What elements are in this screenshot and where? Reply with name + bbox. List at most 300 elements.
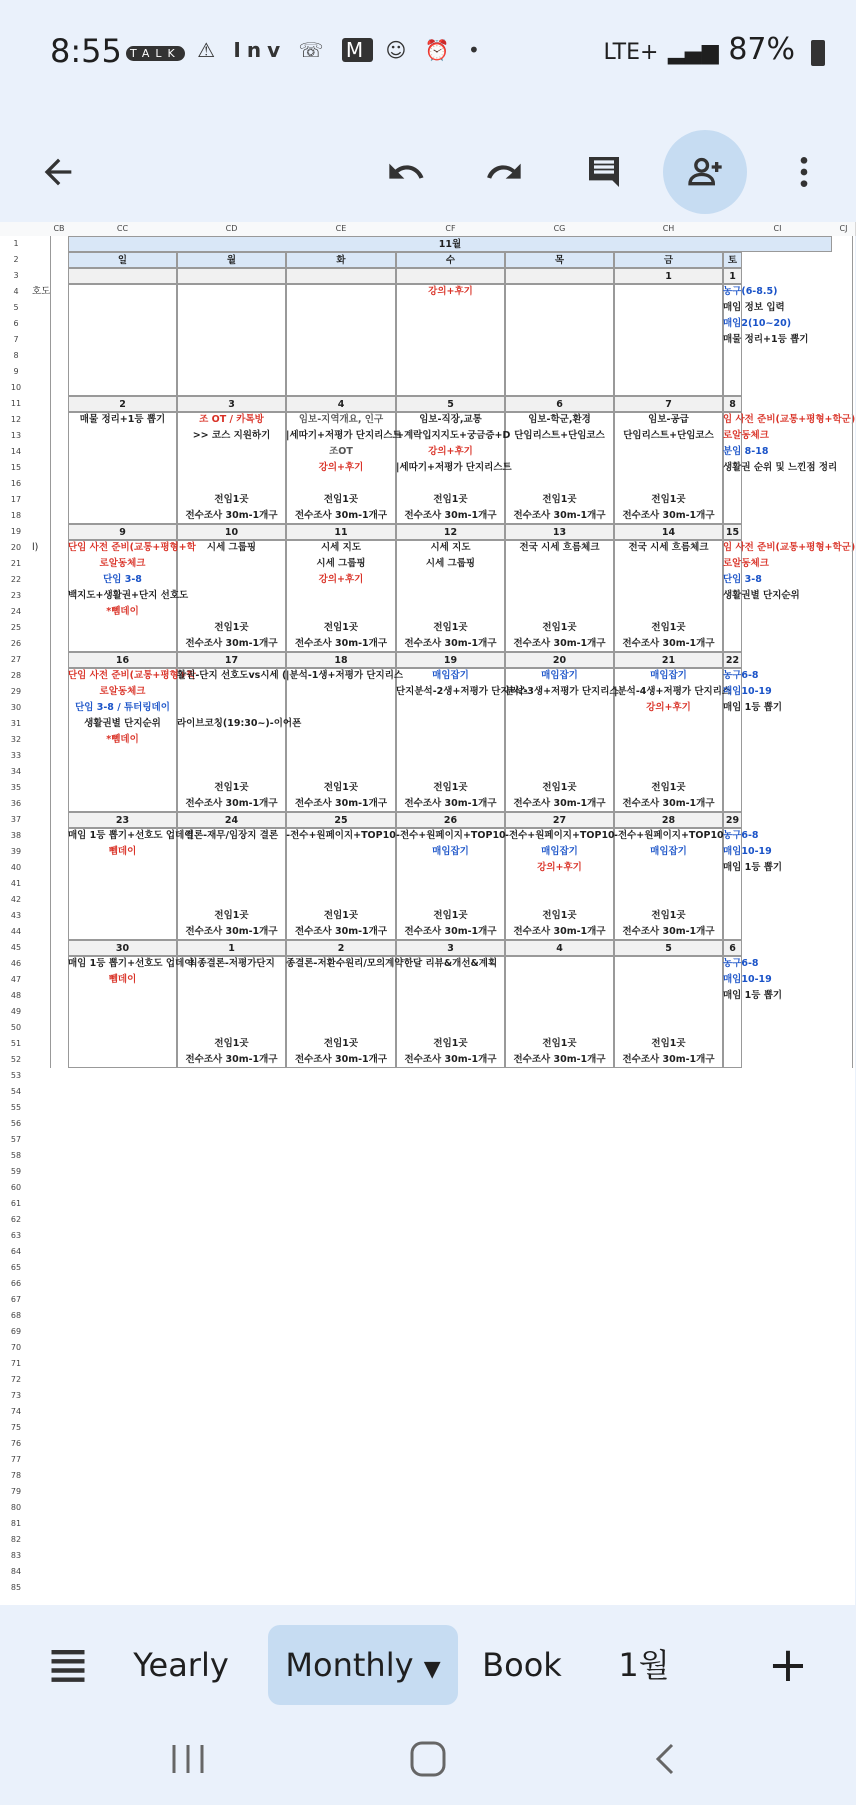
row-number[interactable]: 43 xyxy=(10,911,22,920)
row-number[interactable]: 42 xyxy=(10,895,22,904)
footer-entry[interactable]: 전임1곳 xyxy=(651,494,686,505)
date-cell[interactable]: 22 xyxy=(723,652,742,668)
day-entry[interactable]: -전수+원페이지+TOP10 xyxy=(396,830,506,841)
column-header-cb[interactable]: CB xyxy=(50,222,69,236)
day-entry[interactable]: 매임 1등 뽑기 xyxy=(723,990,783,1001)
row-number[interactable]: 57 xyxy=(10,1135,22,1144)
footer-entry[interactable]: 전임1곳 xyxy=(214,782,249,793)
row-number[interactable]: 79 xyxy=(10,1487,22,1496)
row-number[interactable]: 65 xyxy=(10,1263,22,1272)
day-entry[interactable]: 매임 정보 입력 xyxy=(723,302,785,313)
footer-entry[interactable]: 전수조사 30m-1개구 xyxy=(513,1054,606,1065)
row-number[interactable]: 49 xyxy=(10,1007,22,1016)
row-number[interactable]: 17 xyxy=(10,495,22,504)
footer-entry[interactable]: 전임1곳 xyxy=(433,494,468,505)
row-number[interactable]: 40 xyxy=(10,863,22,872)
row-number[interactable]: 56 xyxy=(10,1119,22,1128)
row-number[interactable]: 35 xyxy=(10,783,22,792)
day-entry[interactable]: 매임잡기 xyxy=(432,846,469,857)
day-entry[interactable]: 단임리스트+단임코스 xyxy=(623,430,714,441)
day-entry[interactable]: 생활권별 단지순위 xyxy=(723,590,800,601)
day-cell-box[interactable] xyxy=(68,284,177,396)
footer-entry[interactable]: 전임1곳 xyxy=(542,494,577,505)
row-number[interactable]: 52 xyxy=(10,1055,22,1064)
day-entry[interactable]: 농구6-8 xyxy=(723,958,759,969)
row-number[interactable]: 13 xyxy=(10,431,22,440)
footer-entry[interactable]: 전임1곳 xyxy=(214,910,249,921)
row-number[interactable]: 58 xyxy=(10,1151,22,1160)
day-entry[interactable]: 분석-3생+저평가 단지리스 xyxy=(505,686,619,697)
row-number[interactable]: 72 xyxy=(10,1375,22,1384)
date-cell[interactable]: 21 xyxy=(614,652,723,668)
footer-entry[interactable]: 전임1곳 xyxy=(433,782,468,793)
row-number[interactable]: 67 xyxy=(10,1295,22,1304)
day-entry[interactable]: 강의+후기 xyxy=(318,462,364,473)
day-entry[interactable]: 단임 3-8 xyxy=(103,574,142,585)
row-number[interactable]: 29 xyxy=(10,687,22,696)
day-entry[interactable]: 전국 시세 흐름체크 xyxy=(519,542,600,553)
row-number[interactable]: 10 xyxy=(10,383,22,392)
footer-entry[interactable]: 전수조사 30m-1개구 xyxy=(404,1054,497,1065)
row-number[interactable]: 12 xyxy=(10,415,22,424)
row-number[interactable]: 85 xyxy=(10,1583,22,1592)
row-number[interactable]: 30 xyxy=(10,703,22,712)
row-number[interactable]: 19 xyxy=(10,527,22,536)
row-number[interactable]: 32 xyxy=(10,735,22,744)
date-cell[interactable]: 3 xyxy=(396,940,505,956)
footer-entry[interactable]: 전임1곳 xyxy=(214,494,249,505)
row-number[interactable]: 74 xyxy=(10,1407,22,1416)
day-entry[interactable]: 뻼데이 xyxy=(108,846,137,857)
row-number[interactable]: 61 xyxy=(10,1199,22,1208)
row-number[interactable]: 3 xyxy=(13,271,19,280)
footer-entry[interactable]: 전수조사 30m-1개구 xyxy=(513,510,606,521)
day-entry[interactable]: 강의+후기 xyxy=(318,574,364,585)
date-cell[interactable]: 20 xyxy=(505,652,614,668)
day-entry[interactable]: 매임잡기 xyxy=(650,670,687,681)
weekday-header[interactable]: 수 xyxy=(396,252,505,268)
day-entry[interactable]: 시세 그룹핑 xyxy=(425,558,476,569)
day-entry[interactable]: 생활권별 단지순위 xyxy=(84,718,161,729)
row-number[interactable]: 76 xyxy=(10,1439,22,1448)
footer-entry[interactable]: 전수조사 30m-1개구 xyxy=(513,638,606,649)
day-entry[interactable]: 매임잡기 xyxy=(432,670,469,681)
row-number[interactable]: 82 xyxy=(10,1535,22,1544)
day-entry[interactable]: 단임리스트+단임코스 xyxy=(514,430,605,441)
row-number[interactable]: 36 xyxy=(10,799,22,808)
row-number[interactable]: 73 xyxy=(10,1391,22,1400)
date-cell[interactable]: 6 xyxy=(505,396,614,412)
day-cell-box[interactable] xyxy=(396,284,505,396)
day-entry[interactable]: 매임2(10~20) xyxy=(723,318,792,329)
date-cell[interactable]: 9 xyxy=(68,524,177,540)
row-number[interactable]: 6 xyxy=(13,319,19,328)
dropdown-arrow-icon[interactable]: ▼ xyxy=(423,1657,441,1682)
date-cell[interactable]: 10 xyxy=(177,524,286,540)
footer-entry[interactable]: 전임1곳 xyxy=(433,910,468,921)
day-entry[interactable]: |세따기+저평가 단지리스트 xyxy=(286,430,402,441)
footer-entry[interactable]: 전수조사 30m-1개구 xyxy=(185,510,278,521)
footer-entry[interactable]: 전수조사 30m-1개구 xyxy=(185,638,278,649)
date-cell[interactable]: 1 xyxy=(614,268,723,284)
day-entry[interactable]: 임보-학군,환경 xyxy=(528,414,591,425)
row-number[interactable]: 45 xyxy=(10,943,22,952)
footer-entry[interactable]: 전임1곳 xyxy=(323,910,359,921)
day-entry[interactable]: -전수+원페이지+TOP10 xyxy=(614,830,724,841)
day-entry[interactable]: 매임 1등 뽑기 xyxy=(723,862,783,873)
date-cell[interactable]: 23 xyxy=(68,812,177,828)
footer-entry[interactable]: 전임1곳 xyxy=(651,622,686,633)
row-number[interactable]: 26 xyxy=(10,639,22,648)
footer-entry[interactable]: 전수조사 30m-1개구 xyxy=(622,798,715,809)
day-entry[interactable]: +계락입지지도+궁금증+D xyxy=(396,430,511,441)
row-number[interactable]: 51 xyxy=(10,1039,22,1048)
day-entry[interactable]: 매임 1등 뽑기+선호도 업데이 xyxy=(68,958,194,969)
row-number[interactable]: 48 xyxy=(10,991,22,1000)
day-entry[interactable]: 단지분석-2생+저평가 단지리스 xyxy=(396,686,528,697)
row-number[interactable]: 78 xyxy=(10,1471,22,1480)
row-number[interactable]: 22 xyxy=(10,575,22,584)
day-entry[interactable]: 조OT xyxy=(329,446,353,457)
date-cell[interactable]: 4 xyxy=(286,396,396,412)
day-entry[interactable]: 최종결론-저평가단지 xyxy=(188,958,275,969)
row-number[interactable]: 66 xyxy=(10,1279,22,1288)
day-entry[interactable]: >> 코스 지원하기 xyxy=(192,430,271,441)
day-entry[interactable]: *뻼데이 xyxy=(106,734,139,745)
day-entry[interactable]: 매임10-19 xyxy=(723,846,772,857)
footer-entry[interactable]: 전임1곳 xyxy=(323,494,359,505)
row-number[interactable]: 14 xyxy=(10,447,22,456)
column-header-ci[interactable]: CI xyxy=(723,222,833,236)
day-entry[interactable]: 매임잡기 xyxy=(650,846,687,857)
row-number[interactable]: 21 xyxy=(10,559,22,568)
day-entry[interactable]: 전국 시세 흐름체크 xyxy=(628,542,709,553)
date-cell[interactable]: 11 xyxy=(286,524,396,540)
day-entry[interactable]: -전수+원페이지+TOP10 xyxy=(505,830,615,841)
footer-entry[interactable]: 전수조사 30m-1개구 xyxy=(294,638,388,649)
footer-entry[interactable]: 전수조사 30m-1개구 xyxy=(404,926,497,937)
date-cell[interactable]: 5 xyxy=(396,396,505,412)
tab-yearly[interactable]: Yearly xyxy=(133,1646,229,1684)
more-vert-icon[interactable] xyxy=(762,130,846,214)
date-cell[interactable]: 12 xyxy=(396,524,505,540)
footer-entry[interactable]: 전수조사 30m-1개구 xyxy=(294,510,388,521)
row-number[interactable]: 11 xyxy=(10,399,22,408)
footer-entry[interactable]: 전임1곳 xyxy=(542,622,577,633)
row-number[interactable]: 25 xyxy=(10,623,22,632)
column-header-ch[interactable]: CH xyxy=(614,222,724,236)
day-entry[interactable]: |분석-4생+저평가 단지리스 xyxy=(614,686,732,697)
row-number[interactable]: 83 xyxy=(10,1551,22,1560)
date-cell[interactable] xyxy=(286,268,396,284)
day-entry[interactable]: 로알동체크 xyxy=(723,558,769,569)
day-entry[interactable]: 매임10-19 xyxy=(723,974,772,985)
day-entry[interactable]: 시세 그룹핑 xyxy=(206,542,257,553)
day-entry[interactable] xyxy=(177,700,286,716)
footer-entry[interactable]: 전임1곳 xyxy=(651,1038,686,1049)
tab-monthly[interactable] xyxy=(268,1625,458,1705)
weekday-header[interactable]: 화 xyxy=(286,252,396,268)
column-header-ce[interactable]: CE xyxy=(286,222,397,236)
date-cell[interactable]: 5 xyxy=(614,940,723,956)
footer-entry[interactable]: 전임1곳 xyxy=(323,1038,359,1049)
date-cell[interactable] xyxy=(505,268,614,284)
date-cell[interactable]: 25 xyxy=(286,812,396,828)
day-cell-box[interactable] xyxy=(68,412,177,524)
tab-january[interactable]: 1월 xyxy=(618,1646,670,1684)
row-number[interactable]: 77 xyxy=(10,1455,22,1464)
footer-entry[interactable]: 전수조사 30m-1개구 xyxy=(622,638,715,649)
row-number[interactable]: 84 xyxy=(10,1567,22,1576)
date-cell[interactable]: 2 xyxy=(68,396,177,412)
weekday-header[interactable]: 금 xyxy=(614,252,723,268)
footer-entry[interactable]: 전수조사 30m-1개구 xyxy=(185,1054,278,1065)
row-number[interactable]: 62 xyxy=(10,1215,22,1224)
row-number[interactable]: 44 xyxy=(10,927,22,936)
day-entry[interactable]: 로알동체크 xyxy=(99,686,146,697)
day-entry[interactable]: 농구(6-8.5) xyxy=(723,286,778,297)
day-entry[interactable]: *뻼데이 xyxy=(106,606,139,617)
date-cell[interactable]: 1 xyxy=(723,268,742,284)
date-cell[interactable]: 2 xyxy=(286,940,396,956)
footer-entry[interactable]: 전임1곳 xyxy=(323,782,359,793)
day-entry[interactable]: 시세 지도 xyxy=(430,542,471,553)
day-entry[interactable]: 임보-공급 xyxy=(648,414,689,425)
row-number[interactable]: 1 xyxy=(13,239,19,248)
column-header-cf[interactable]: CF xyxy=(396,222,506,236)
date-cell[interactable]: 30 xyxy=(68,940,177,956)
footer-entry[interactable]: 전수조사 30m-1개구 xyxy=(185,798,278,809)
nav-back-icon[interactable] xyxy=(650,1741,680,1777)
weekday-header[interactable]: 토 xyxy=(723,252,742,268)
date-cell[interactable]: 26 xyxy=(396,812,505,828)
footer-entry[interactable]: 전임1곳 xyxy=(542,782,577,793)
row-number[interactable]: 53 xyxy=(10,1071,22,1080)
date-cell[interactable]: 27 xyxy=(505,812,614,828)
date-cell[interactable]: 8 xyxy=(723,396,742,412)
row-number[interactable]: 34 xyxy=(10,767,22,776)
spreadsheet-grid[interactable] xyxy=(0,222,855,1605)
day-cell-box[interactable] xyxy=(177,284,286,396)
day-entry[interactable]: 조 OT / 카톡방 xyxy=(199,414,264,425)
row-number[interactable]: 80 xyxy=(10,1503,22,1512)
day-cell-box[interactable] xyxy=(505,284,614,396)
redo-icon[interactable] xyxy=(462,130,546,214)
recents-icon[interactable] xyxy=(168,1741,208,1777)
share-person-add-icon[interactable] xyxy=(663,130,747,214)
comment-icon[interactable] xyxy=(562,130,646,214)
footer-entry[interactable]: 전수조사 30m-1개구 xyxy=(294,1054,388,1065)
date-cell[interactable]: 13 xyxy=(505,524,614,540)
row-number[interactable]: 28 xyxy=(10,671,22,680)
date-cell[interactable]: 17 xyxy=(177,652,286,668)
day-entry[interactable]: 종결론-저환수원리/모의계약 xyxy=(286,958,404,969)
weekday-header[interactable]: 목 xyxy=(505,252,614,268)
day-entry[interactable]: -전수+원페이지+TOP10 xyxy=(286,830,396,841)
row-number[interactable]: 7 xyxy=(13,335,19,344)
footer-entry[interactable]: 전수조사 30m-1개구 xyxy=(185,926,278,937)
row-number[interactable]: 81 xyxy=(10,1519,22,1528)
day-entry[interactable]: 라이브코칭(19:30~)-이어폰 xyxy=(177,718,302,729)
row-number[interactable]: 31 xyxy=(10,719,22,728)
day-entry[interactable]: 시세 그룹핑 xyxy=(316,558,366,569)
row-number[interactable]: 5 xyxy=(13,303,19,312)
day-entry[interactable]: 매물 정리+1등 뽑기 xyxy=(79,414,166,425)
row-number[interactable]: 41 xyxy=(10,879,22,888)
day-entry[interactable]: 강의+후기 xyxy=(428,286,473,297)
row-number[interactable]: 8 xyxy=(13,351,19,360)
footer-entry[interactable]: 전수조사 30m-1개구 xyxy=(622,1054,715,1065)
row-number[interactable]: 70 xyxy=(10,1343,22,1352)
day-entry[interactable]: 임보-지역개요, 인구 xyxy=(298,414,384,425)
row-number[interactable]: 27 xyxy=(10,655,22,664)
row-number[interactable]: 64 xyxy=(10,1247,22,1256)
undo-icon[interactable] xyxy=(364,130,448,214)
date-cell[interactable]: 14 xyxy=(614,524,723,540)
day-entry[interactable]: 농구6-8 xyxy=(723,830,759,841)
day-entry[interactable]: 강의+후기 xyxy=(428,446,473,457)
day-entry[interactable]: 로알동체크 xyxy=(99,558,146,569)
month-header[interactable]: 11월 xyxy=(68,236,832,252)
row-number[interactable]: 50 xyxy=(10,1023,22,1032)
footer-entry[interactable]: 전수조사 30m-1개구 xyxy=(622,510,715,521)
row-number[interactable]: 16 xyxy=(10,479,22,488)
footer-entry[interactable]: 전임1곳 xyxy=(323,622,359,633)
weekday-header[interactable]: 월 xyxy=(177,252,286,268)
column-header-cg[interactable]: CG xyxy=(505,222,615,236)
column-header-cc[interactable]: CC xyxy=(68,222,178,236)
row-number[interactable]: 55 xyxy=(10,1103,22,1112)
day-entry[interactable]: 매임잡기 xyxy=(541,670,578,681)
day-entry[interactable]: 매임 1등 뽑기+선호도 업데이 xyxy=(68,830,194,841)
day-entry[interactable]: 매물 정리+1등 뽑기 xyxy=(723,334,809,345)
row-number[interactable]: 71 xyxy=(10,1359,22,1368)
date-cell[interactable]: 19 xyxy=(396,652,505,668)
date-cell[interactable]: 18 xyxy=(286,652,396,668)
column-header-cd[interactable]: CD xyxy=(177,222,287,236)
date-cell[interactable]: 24 xyxy=(177,812,286,828)
day-entry[interactable]: 활권-단지 선호도vs시세 ( xyxy=(177,670,287,681)
row-number[interactable]: 9 xyxy=(13,367,19,376)
footer-entry[interactable]: 전임1곳 xyxy=(542,910,577,921)
footer-entry[interactable]: 전수조사 30m-1개구 xyxy=(404,638,497,649)
day-entry[interactable]: 단임 사전 준비(교통+평형+학 xyxy=(68,670,196,681)
day-entry[interactable]: 분임 8-18 xyxy=(723,446,769,457)
footer-entry[interactable]: 전임1곳 xyxy=(433,622,468,633)
row-number[interactable]: 75 xyxy=(10,1423,22,1432)
day-entry[interactable]: 시세 지도 xyxy=(320,542,361,553)
day-entry[interactable]: 강의+후기 xyxy=(537,862,582,873)
back-arrow-icon[interactable] xyxy=(16,130,100,214)
home-icon[interactable] xyxy=(408,1739,448,1779)
day-entry[interactable]: 결론-재무/임장지 결론 xyxy=(184,830,279,841)
footer-entry[interactable]: 전임1곳 xyxy=(651,910,686,921)
date-cell[interactable]: 4 xyxy=(505,940,614,956)
day-entry[interactable]: 단임 사전 준비(교통+평형+학 xyxy=(68,542,196,553)
day-entry[interactable]: |분석-1생+저평가 단지리스 xyxy=(286,670,404,681)
date-cell[interactable]: 1 xyxy=(177,940,286,956)
day-entry[interactable]: 로알동체크 xyxy=(723,430,769,441)
day-entry[interactable]: 임보-직장,교통 xyxy=(419,414,482,425)
date-cell[interactable]: 6 xyxy=(723,940,742,956)
row-number[interactable]: 39 xyxy=(10,847,22,856)
plus-icon[interactable]: + xyxy=(767,1637,809,1693)
footer-entry[interactable]: 전수조사 30m-1개구 xyxy=(404,510,497,521)
date-cell[interactable]: 7 xyxy=(614,396,723,412)
row-number[interactable]: 38 xyxy=(10,831,22,840)
footer-entry[interactable]: 전수조사 30m-1개구 xyxy=(513,798,606,809)
date-cell[interactable]: 28 xyxy=(614,812,723,828)
footer-entry[interactable]: 전임1곳 xyxy=(214,1038,249,1049)
day-entry[interactable]: 단임 3-8 xyxy=(723,574,762,585)
row-number[interactable]: 37 xyxy=(10,815,22,824)
day-entry[interactable]: 매임 1등 뽑기 xyxy=(723,702,783,713)
footer-entry[interactable]: 전수조사 30m-1개구 xyxy=(404,798,497,809)
row-number[interactable]: 46 xyxy=(10,959,22,968)
date-cell[interactable] xyxy=(177,268,286,284)
footer-entry[interactable]: 전수조사 30m-1개구 xyxy=(622,926,715,937)
footer-entry[interactable]: 전임1곳 xyxy=(214,622,249,633)
row-number[interactable]: 54 xyxy=(10,1087,22,1096)
date-cell[interactable] xyxy=(68,268,177,284)
list-icon[interactable] xyxy=(36,1625,100,1705)
day-entry[interactable]: 매임잡기 xyxy=(541,846,578,857)
date-cell[interactable]: 16 xyxy=(68,652,177,668)
footer-entry[interactable]: 전수조사 30m-1개구 xyxy=(513,926,606,937)
row-number[interactable]: 15 xyxy=(10,463,22,472)
footer-entry[interactable]: 전임1곳 xyxy=(542,1038,577,1049)
row-number[interactable]: 68 xyxy=(10,1311,22,1320)
day-entry[interactable]: 생활권 순위 및 느낀점 정리 xyxy=(723,462,838,473)
row-number[interactable]: 20 xyxy=(10,543,22,552)
footer-entry[interactable]: 전수조사 30m-1개구 xyxy=(294,926,388,937)
date-cell[interactable]: 29 xyxy=(723,812,742,828)
day-cell-box[interactable] xyxy=(286,284,396,396)
row-number[interactable]: 4 xyxy=(13,287,19,296)
day-entry[interactable]: 백지도+생활권+단지 선호도 xyxy=(68,590,189,601)
day-entry[interactable]: 한달 리뷰&개선&계획 xyxy=(403,958,498,969)
day-entry[interactable]: 단임 3-8 / 튜터링데이 xyxy=(75,702,170,713)
row-number[interactable]: 47 xyxy=(10,975,22,984)
row-number[interactable]: 2 xyxy=(13,255,19,264)
footer-entry[interactable]: 전임1곳 xyxy=(433,1038,468,1049)
day-entry[interactable]: 임 사전 준비(교통+평형+학군) xyxy=(723,542,856,553)
day-entry[interactable]: 농구6-8 xyxy=(723,670,759,681)
row-number[interactable]: 60 xyxy=(10,1183,22,1192)
row-number[interactable]: 18 xyxy=(10,511,22,520)
row-number[interactable]: 23 xyxy=(10,591,22,600)
column-header-cj[interactable]: CJ xyxy=(832,222,856,236)
day-entry[interactable]: 뻼데이 xyxy=(108,974,137,985)
row-number[interactable]: 33 xyxy=(10,751,22,760)
day-entry[interactable]: 강의+후기 xyxy=(646,702,691,713)
date-cell[interactable] xyxy=(396,268,505,284)
day-entry[interactable]: |세따기+저평가 단지리스트 xyxy=(396,462,512,473)
row-number[interactable]: 24 xyxy=(10,607,22,616)
day-cell-box[interactable] xyxy=(614,284,723,396)
footer-entry[interactable]: 전임1곳 xyxy=(651,782,686,793)
tab-book[interactable]: Book xyxy=(482,1646,562,1684)
day-entry[interactable]: 매임10-19 xyxy=(723,686,772,697)
row-number[interactable]: 59 xyxy=(10,1167,22,1176)
row-number[interactable]: 69 xyxy=(10,1327,22,1336)
row-number[interactable]: 63 xyxy=(10,1231,22,1240)
day-entry[interactable]: 임 사전 준비(교통+평형+학군) xyxy=(723,414,856,425)
date-cell[interactable]: 3 xyxy=(177,396,286,412)
date-cell[interactable]: 15 xyxy=(723,524,742,540)
footer-entry[interactable]: 전수조사 30m-1개구 xyxy=(294,798,388,809)
day-entry[interactable] xyxy=(177,684,286,700)
